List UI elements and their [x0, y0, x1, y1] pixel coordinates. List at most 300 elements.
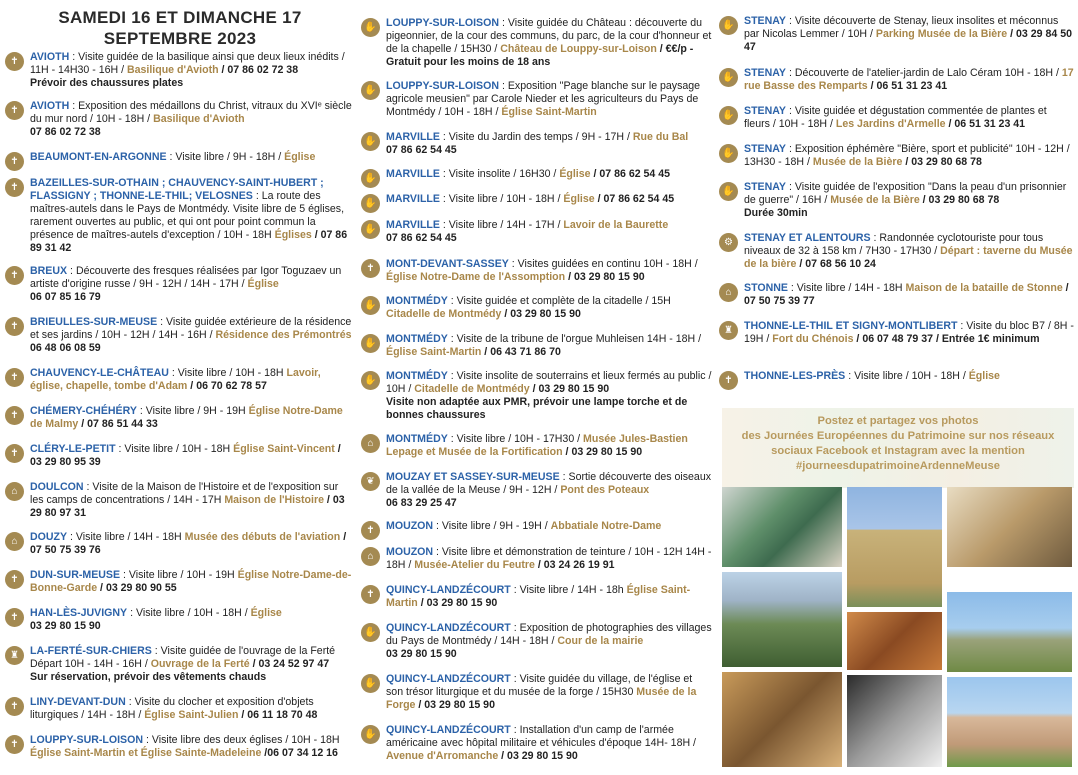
separator: :	[439, 168, 449, 180]
event-venue: Musée de la Bière	[812, 156, 903, 168]
event-phone: / 03 29 80 15 90	[415, 699, 495, 711]
event-town: LA-FERTÉ-SUR-CHIERS	[30, 645, 152, 657]
event-phone: 06 07 85 16 79	[30, 291, 101, 303]
event-description: Visite libre / 14H - 17H /	[448, 219, 564, 231]
church-icon: ✝	[5, 735, 24, 754]
event-venue: Citadelle de Montmédy	[386, 308, 502, 320]
event-town: BRIEULLES-SUR-MEUSE	[30, 316, 158, 328]
event-venue: Église Saint-Martin	[501, 106, 597, 118]
separator: :	[870, 232, 880, 244]
event-town: DOUZY	[30, 531, 68, 543]
hand-icon: ✋	[361, 674, 380, 693]
museum-icon: ⌂	[719, 283, 738, 302]
event-phone: 03 29 80 15 90	[30, 620, 101, 632]
event-town: MONTMÉDY	[386, 295, 448, 307]
event-description: Exposition de photographies des villages du Pays de Montmédy / 14H - 18H /	[386, 622, 712, 647]
event-description: Exposition des médaillons du Christ, vitraux du XVIᵉ siècle du mur nord / 10H - 18H /	[30, 100, 352, 125]
leaf-icon: ❦	[361, 472, 380, 491]
event-phone: / 07 68 56 10 24	[796, 258, 876, 270]
event-entry	[4, 367, 354, 393]
event-town: AVIOTH	[30, 51, 70, 63]
event-description: Découverte des fresques réalisées par Igor Toguzaev un artiste d'origine russe / 9H - 12H / 14H - 17H /	[30, 265, 342, 290]
event-town: BAZEILLES-SUR-OTHAIN ; CHAUVENCY-SAINT-HUBERT ; FLASSIGNY ; THONNE-LE-THIL; VELOSNES	[30, 177, 324, 202]
event-description: Visite libre / 10H - 18H	[124, 443, 234, 455]
event-description: Découverte de l'atelier-jardin de Lalo Céram 10H - 18H /	[794, 67, 1062, 79]
event-description: Visite guidée et dégustation commentée de plantes et fleurs / 10H - 18H /	[744, 105, 1047, 130]
event-description: Visite guidée et complète de la citadelle / 15H	[456, 295, 671, 307]
separator: :	[787, 282, 797, 294]
event-description: Sortie découverte des oiseaux de la vallée de la Meuse / 9H - 12H /	[386, 471, 712, 496]
event-description: Visite guidée de l'ouvrage de la Ferté Départ 10H - 14H - 16H /	[30, 645, 336, 670]
separator: :	[69, 51, 79, 63]
event-note: Durée 30min	[744, 207, 808, 219]
event-venue: Église	[563, 193, 595, 205]
event-town: MONT-DEVANT-SASSEY	[386, 258, 509, 270]
event-venue: Basilique d'Avioth	[126, 64, 219, 76]
photo-bunker	[947, 592, 1072, 672]
event-entry	[360, 131, 712, 157]
event-description: Visite guidée extérieure de la résidence et ses jardins / 10H - 12H / 14H - 16H /	[30, 316, 352, 341]
event-description: Exposition "Page blanche sur le paysage agricole meusien" par Carole Nieder et les agriculteurs du Pays de Montmédy / 10H - 18H /	[386, 80, 701, 118]
church-icon: ✝	[5, 368, 24, 387]
event-town: LOUPPY-SUR-LOISON	[386, 80, 500, 92]
event-entry	[360, 584, 712, 610]
castle-icon: ♜	[719, 321, 738, 340]
event-entry	[360, 520, 712, 536]
event-town: STENAY	[744, 67, 786, 79]
event-note: Sur réservation, prévoir des vêtements chauds	[30, 671, 267, 683]
event-phone: / 06 07 48 79 37 / Entrée 1€ minimum	[853, 333, 1040, 345]
event-town: STENAY	[744, 181, 786, 193]
event-town: DUN-SUR-MEUSE	[30, 569, 121, 581]
hand-icon: ✋	[361, 81, 380, 100]
event-phone: / 06 51 31 23 41	[867, 80, 948, 92]
event-phone: / 06 70 62 78 57	[187, 380, 267, 392]
church-icon: ✝	[5, 570, 24, 589]
separator: :	[957, 320, 967, 332]
event-description: Visite guidée de l'exposition "Dans la peau d'un prisonnier de guerre" / 16H /	[744, 181, 1067, 206]
photo-chateau	[947, 677, 1072, 767]
separator: :	[786, 105, 795, 117]
event-town: BEAUMONT-EN-ARGONNE	[30, 151, 167, 163]
hand-icon: ✋	[361, 371, 380, 390]
event-phone: / 03 29 80 90 55	[97, 582, 177, 594]
separator: :	[510, 724, 520, 736]
separator: :	[83, 481, 93, 493]
event-phone: / 03 24 52 97 47	[249, 658, 330, 670]
photo-gothic-portal	[722, 672, 842, 767]
separator: :	[252, 190, 262, 202]
photo-skull-collection	[947, 487, 1072, 567]
event-description: Visite découverte de Stenay, lieux insolites et méconnus par Nicolas Lemmer / 10H /	[744, 15, 1059, 40]
event-description: Visite libre / 9H - 18H /	[175, 151, 285, 163]
event-phone: 07 86 62 54 45	[386, 232, 457, 244]
separator: :	[845, 370, 855, 382]
event-entry	[4, 696, 354, 722]
event-description: Visite libre / 10H - 18H /	[854, 370, 969, 382]
hand-icon: ✋	[361, 169, 380, 188]
church-icon: ✝	[5, 178, 24, 197]
event-entry	[4, 481, 354, 520]
event-phone: / 03 29 80 97 31	[30, 494, 345, 519]
church-icon: ✝	[5, 406, 24, 425]
event-description: Visite libre / 10H - 17H30 /	[456, 433, 584, 445]
event-entry	[360, 724, 712, 763]
separator: :	[786, 15, 795, 27]
church-icon: ✝	[5, 101, 24, 120]
event-venue: Lavoir de la Baurette	[563, 219, 669, 231]
event-description: Visite libre / 10H - 18H /	[448, 193, 564, 205]
church-icon: ✝	[719, 371, 738, 390]
event-description: Visite libre / 10H - 19H	[128, 569, 238, 581]
event-phone: / 07 86 62 54 45	[594, 193, 675, 205]
event-venue: Lavoir, église, chapelle, tombe d'Adam	[30, 367, 321, 392]
event-phone: / 06 11 18 70 48	[238, 709, 318, 721]
event-town: QUINCY-LANDZÉCOURT	[386, 724, 511, 736]
event-phone: 03 29 80 15 90	[386, 648, 457, 660]
photo-statue	[847, 675, 942, 767]
separator: :	[433, 546, 442, 558]
event-description: Visite guidée de la basilique ainsi que deux lieux inédits / 11H - 14H30 - 16H /	[30, 51, 345, 76]
page-title	[4, 7, 356, 49]
separator: :	[125, 696, 135, 708]
hand-icon: ✋	[361, 623, 380, 642]
photo-church-facade	[847, 487, 942, 607]
event-phone: /06 07 34 12 16	[261, 747, 338, 759]
event-venue: Église Saint-Julien	[144, 709, 239, 721]
event-entry	[4, 531, 354, 557]
event-phone: 06 48 06 08 59	[30, 342, 101, 354]
promo-hashtag: #journeesdupatrimoineArdenneMeuse	[796, 460, 1000, 472]
event-venue: Les Jardins d'Armelle	[835, 118, 946, 130]
event-venue: Musée des débuts de l'aviation	[184, 531, 341, 543]
event-description: Visite libre / 10H - 18H /	[135, 607, 251, 619]
event-phone: 07 86 62 54 45	[386, 144, 457, 156]
event-town: HAN-LÈS-JUVIGNY	[30, 607, 128, 619]
hand-icon: ✋	[719, 16, 738, 35]
event-description: Randonnée cyclotouriste pour tous niveaux de 32 à 158 km / 7H30 - 17H30 /	[744, 232, 1044, 257]
event-town: STENAY	[744, 15, 786, 27]
church-icon: ✝	[5, 608, 24, 627]
separator: :	[510, 584, 520, 596]
separator: :	[120, 569, 129, 581]
event-venue: Maison de l'Histoire	[224, 494, 324, 506]
event-note: Prévoir des chaussures plates	[30, 77, 184, 89]
event-entry	[718, 15, 1074, 54]
event-venue: Musée de la Bière	[830, 194, 920, 206]
event-town: BREUX	[30, 265, 68, 277]
event-entry	[360, 219, 712, 245]
event-town: CLÉRY-LE-PETIT	[30, 443, 116, 455]
photo-basilica-landscape	[722, 572, 842, 667]
event-venue: Église	[250, 607, 282, 619]
museum-icon: ⌂	[5, 532, 24, 551]
event-entry	[4, 151, 354, 167]
promo-line: sociaux Facebook et Instagram avec la mention	[771, 445, 1025, 457]
event-town: MONTMÉDY	[386, 370, 448, 382]
separator: :	[786, 67, 795, 79]
event-description: Visite libre / 14H - 18H	[796, 282, 906, 294]
event-venue: Églises	[274, 229, 312, 241]
separator: :	[439, 131, 449, 143]
separator: :	[151, 645, 161, 657]
bike-icon: ⚙	[719, 233, 738, 252]
event-description: Visite libre / 9H - 19H	[145, 405, 249, 417]
event-venue: Église	[968, 370, 1000, 382]
event-entry	[4, 734, 354, 760]
event-entry	[360, 80, 712, 119]
event-venue: Fort du Chénois	[772, 333, 854, 345]
event-venue: Musée de la Forge	[386, 686, 697, 711]
event-venue: Église	[247, 278, 279, 290]
event-description: Installation d'un camp de l'armée américaine avec hôpital militaire et véhicules d'époque 14H- 18H /	[386, 724, 696, 749]
museum-icon: ⌂	[361, 434, 380, 453]
separator: :	[157, 316, 166, 328]
museum-icon: ⌂	[5, 482, 24, 501]
event-town: STENAY	[744, 105, 786, 117]
event-venue: Avenue d'Arromanche	[386, 750, 499, 762]
event-entry	[4, 607, 354, 633]
event-description: Visite libre et démonstration de teinture / 10H - 12H 14H - 18H /	[386, 546, 712, 571]
separator: :	[168, 367, 178, 379]
event-town: QUINCY-LANDZÉCOURT	[386, 584, 511, 596]
event-entry	[360, 673, 712, 712]
event-venue: Rue du Bal	[632, 131, 689, 143]
event-town: MONTMÉDY	[386, 433, 448, 445]
event-town: THONNE-LE-THIL ET SIGNY-MONTLIBERT	[744, 320, 958, 332]
event-phone: / 03 29 80 95 39	[30, 443, 341, 468]
event-town: CHÉMERY-CHÉHÉRY	[30, 405, 137, 417]
hand-icon: ✋	[361, 725, 380, 744]
event-description: Visite libre / 14H - 18h	[519, 584, 627, 596]
event-entry	[4, 265, 354, 304]
separator: :	[508, 258, 518, 270]
event-town: MARVILLE	[386, 193, 440, 205]
event-description: Visite du bloc B7 / 8H - 19H /	[744, 320, 1074, 345]
event-venue: Église Saint-Martin et Église Sainte-Madeleine	[30, 747, 262, 759]
event-venue: Château de Louppy-sur-Loison	[500, 43, 657, 55]
hand-icon: ✋	[361, 18, 380, 37]
event-phone: / 06 43 71 86 70	[481, 346, 561, 358]
hand-icon: ✋	[361, 194, 380, 213]
separator: :	[439, 193, 449, 205]
separator: :	[559, 471, 569, 483]
event-entry	[4, 443, 354, 469]
event-town: MARVILLE	[386, 168, 440, 180]
event-town: STONNE	[744, 282, 788, 294]
event-description: Visite libre des deux églises / 10H - 18H	[151, 734, 340, 746]
event-venue: Église Saint-Martin	[386, 346, 482, 358]
title-line-1: SAMEDI 16 ET DIMANCHE 17	[58, 8, 302, 27]
event-venue: Église	[284, 151, 316, 163]
hand-icon: ✋	[361, 220, 380, 239]
separator: :	[447, 433, 457, 445]
separator: :	[439, 219, 449, 231]
church-icon: ✝	[5, 444, 24, 463]
event-town: AVIOTH	[30, 100, 70, 112]
event-venue: Église Saint-Martin	[386, 584, 691, 609]
event-phone: / 03 29 80 15 90	[417, 597, 498, 609]
event-description: Visite libre / 14H - 18H	[75, 531, 185, 543]
separator: :	[67, 531, 76, 543]
event-entry	[4, 569, 354, 595]
event-venue: Parking Musée de la Bière	[875, 28, 1008, 40]
event-entry	[718, 143, 1074, 169]
photo-brewery-vats	[847, 612, 942, 670]
event-entry	[4, 51, 354, 90]
separator: :	[143, 734, 152, 746]
event-venue: Basilique d'Avioth	[153, 113, 245, 125]
title-line-2: SEPTEMBRE 2023	[103, 29, 257, 48]
hand-icon: ✋	[361, 334, 380, 353]
event-venue: Musée-Atelier du Feutre	[414, 559, 535, 571]
hand-icon: ✋	[719, 182, 738, 201]
church-icon: ✝	[5, 697, 24, 716]
event-entry	[360, 433, 712, 459]
separator: :	[69, 100, 79, 112]
event-phone: / 07 86 02 72 38	[218, 64, 299, 76]
promo-line: des Journées Européennes du Patrimoine sur nos réseaux	[741, 430, 1055, 442]
event-venue: Abbatiale Notre-Dame	[550, 520, 662, 532]
event-phone: 06 83 29 25 47	[386, 497, 457, 509]
event-description: Visite de la Maison de l'Histoire et de l'exposition sur les camps de concentrations / 14H - 17H	[30, 481, 339, 506]
event-venue: Cour de la mairie	[557, 635, 644, 647]
hand-icon: ✋	[719, 106, 738, 125]
event-venue: Église	[559, 168, 591, 180]
event-entry	[360, 295, 712, 321]
separator: :	[67, 265, 76, 277]
event-entry	[360, 471, 712, 510]
event-entry	[4, 100, 354, 139]
event-entry	[360, 168, 712, 184]
event-town: STENAY	[744, 143, 786, 155]
event-entry	[718, 181, 1074, 220]
event-town: MOUZON	[386, 546, 434, 558]
event-town: STENAY ET ALENTOURS	[744, 232, 871, 244]
museum-icon: ⌂	[361, 547, 380, 566]
event-town: LINY-DEVANT-DUN	[30, 696, 126, 708]
separator: :	[115, 443, 125, 455]
social-promo-banner	[722, 408, 1074, 488]
event-phone: / 07 50 75 39 77	[744, 282, 1069, 307]
event-town: LOUPPY-SUR-LOISON	[30, 734, 144, 746]
event-phone: / 07 86 51 44 33	[78, 418, 158, 430]
event-entry	[718, 370, 1074, 386]
separator: :	[447, 295, 457, 307]
event-venue: 17 rue Basse des Remparts	[744, 67, 1074, 92]
event-description: Visite libre / 9H - 19H /	[441, 520, 551, 532]
event-description: Visite guidée du Château : découverte du pigeonnier, de la cour des communs, du parc, de la cour d'honneur et de la chapelle / 15H30 /	[386, 17, 712, 55]
event-entry	[718, 320, 1074, 346]
event-town: MONTMÉDY	[386, 333, 448, 345]
event-venue: Citadelle de Montmédy	[414, 383, 530, 395]
church-icon: ✝	[361, 585, 380, 604]
event-description: Exposition éphémère "Bière, sport et publicité" 10H - 12H / 13H30 - 18H /	[744, 143, 1070, 168]
hand-icon: ✋	[361, 296, 380, 315]
event-phone: 07 86 02 72 38	[30, 126, 101, 138]
event-phone: / 03 29 80 15 90	[529, 383, 610, 395]
separator: :	[786, 181, 795, 193]
separator: :	[433, 520, 442, 532]
event-entry	[4, 405, 354, 431]
separator: :	[510, 622, 520, 634]
event-entry	[360, 370, 712, 422]
separator: :	[786, 143, 795, 155]
event-venue: Église Saint-Vincent	[233, 443, 335, 455]
event-venue: Église Notre-Dame de Malmy	[30, 405, 343, 430]
event-phone: / 03 29 84 50 47	[744, 28, 1072, 53]
event-phone: / 03 29 80 68 78	[919, 194, 1000, 206]
church-icon: ✝	[5, 317, 24, 336]
event-description: Visite du clocher et exposition d'objets liturgiques / 14H - 18H /	[30, 696, 314, 721]
event-town: MOUZAY ET SASSEY-SUR-MEUSE	[386, 471, 560, 483]
event-venue: Église Notre-Dame de l'Assomption	[386, 271, 566, 283]
separator: :	[166, 151, 176, 163]
separator: :	[447, 370, 457, 382]
hand-icon: ✋	[361, 132, 380, 151]
column-left	[4, 0, 354, 759]
separator: :	[136, 405, 146, 417]
church-icon: ✝	[5, 52, 24, 71]
castle-icon: ♜	[5, 646, 24, 665]
event-entry	[718, 67, 1074, 93]
event-note: Visite non adaptée aux PMR, prévoir une lampe torche et de bonnes chaussures	[386, 396, 688, 421]
event-town: DOULCON	[30, 481, 84, 493]
event-phone: / 03 24 26 19 91	[534, 559, 615, 571]
event-phone: / 03 29 80 68 78	[902, 156, 982, 168]
event-entry	[360, 622, 712, 661]
event-town: LOUPPY-SUR-LOISON	[386, 17, 500, 29]
church-icon: ✝	[361, 259, 380, 278]
event-description: La route des maîtres-autels dans le Pays de Montmédy. Visite libre de 5 églises, rarement ouvertes au public, et qui ont pour point commun la présence de maîtres-autels d'exception / 10H - 18H	[30, 190, 345, 241]
event-entry	[360, 258, 712, 284]
event-town: MARVILLE	[386, 219, 440, 231]
event-entry	[718, 105, 1074, 131]
event-phone: / 06 51 31 23 41	[945, 118, 1026, 130]
event-venue: Résidence des Prémontrés	[215, 329, 352, 341]
event-entry	[4, 645, 354, 684]
event-phone: / 03 29 80 15 90	[501, 308, 581, 320]
separator: :	[510, 673, 520, 685]
event-town: MOUZON	[386, 520, 434, 532]
event-town: MARVILLE	[386, 131, 440, 143]
event-venue: Départ : taverne du Musée de la bière	[744, 245, 1073, 270]
separator: :	[499, 17, 508, 29]
church-icon: ✝	[5, 152, 24, 171]
event-entry	[4, 316, 354, 355]
event-town: QUINCY-LANDZÉCOURT	[386, 622, 511, 634]
separator: :	[127, 607, 136, 619]
separator: :	[447, 333, 457, 345]
event-venue: Pont des Poteaux	[560, 484, 650, 496]
event-phone: / €€/p - Gratuit pour les moins de 18 ans	[386, 43, 694, 68]
event-phone: / 03 29 80 15 90	[565, 271, 645, 283]
event-phone: / 03 29 80 15 90	[498, 750, 578, 762]
event-entry	[4, 177, 354, 255]
event-phone: / 07 50 75 39 76	[30, 531, 347, 556]
event-description: Visite insolite / 16H30 /	[448, 168, 560, 180]
event-town: THONNE-LES-PRÈS	[744, 370, 846, 382]
event-entry	[718, 282, 1074, 308]
event-venue: Musée Jules-Bastien Lepage et Musée de la Fortification	[386, 433, 688, 458]
event-venue: Maison de la bataille de Stonne	[905, 282, 1063, 294]
event-entry	[360, 333, 712, 359]
event-description: Visite guidée du village, de l'église et son trésor liturgique et du musée de la forge / 15H30	[386, 673, 693, 698]
event-phone: / 07 86 62 54 45	[590, 168, 671, 180]
event-description: Visites guidées en continu 10H - 18H /	[517, 258, 698, 270]
separator: :	[499, 80, 508, 92]
event-phone: / 03 29 80 15 90	[562, 446, 643, 458]
